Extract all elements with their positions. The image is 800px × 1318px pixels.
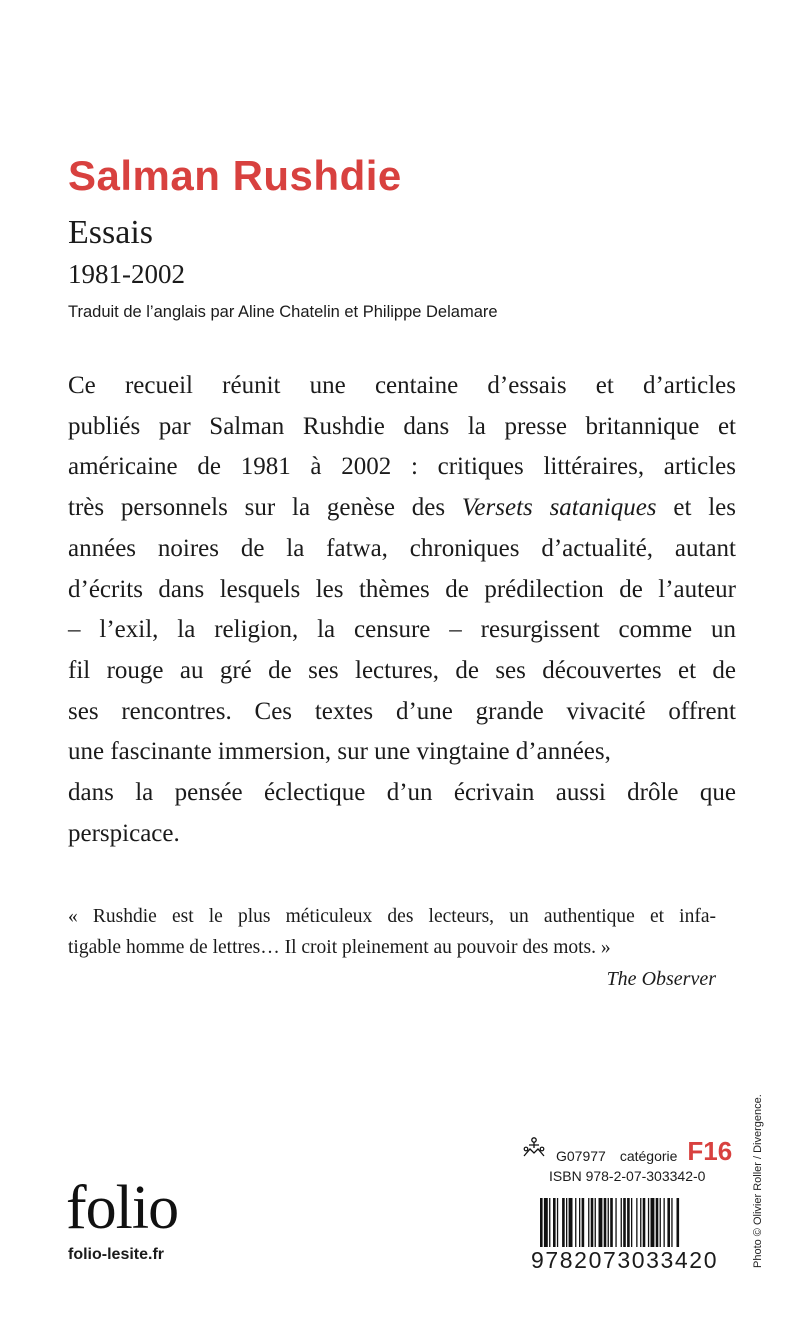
blurb-line: une fascinante immersion, sur une vingtaine d’années, (68, 738, 611, 766)
reader-figures-icon (522, 1137, 546, 1164)
author-name: Salman Rushdie (68, 152, 402, 199)
blurb-line: Ce recueil réunit une centaine d’essais et d’articles (68, 372, 736, 399)
blurb-line: années noires de la fatwa, chroniques d’actualité, autant (68, 534, 736, 562)
blurb-line: – l’exil, la religion, la censure – resurgissent comme un (68, 616, 736, 644)
blurb-line: ses rencontres. Ces textes d’une grande vivacité offrent (68, 697, 736, 725)
quote-source: The Observer (606, 968, 716, 990)
blurb-line: perspicace. (68, 819, 180, 847)
translator-line: Traduit de l’anglais par Aline Chatelin et Philippe Delamare (68, 303, 498, 321)
book-years: 1981-2002 (68, 259, 185, 289)
book-blurb (68, 366, 736, 854)
barcode-digits: 9782073033420 (531, 1247, 719, 1273)
product-code-line (522, 1134, 732, 1164)
blurb-italic-title: Versets sataniques (461, 494, 657, 522)
category-label: catégorie (619, 1148, 678, 1164)
blurb-text: et les (673, 494, 736, 522)
product-code: G07977 (556, 1148, 606, 1164)
publisher-website: folio-lesite.fr (68, 1246, 165, 1263)
isbn-text: ISBN 978-2-07-303342-0 (549, 1168, 706, 1184)
blurb-line-with-italic (68, 488, 736, 529)
quote-line: tigable homme de lettres… Il croit pleinement au pouvoir des mots. » (68, 936, 611, 958)
photo-credit: Photo © Olivier Roller / Divergence. (752, 1094, 764, 1268)
book-title: Essais (68, 214, 153, 251)
blurb-line: dans la pensée éclectique d’un écrivain aussi drôle que (68, 779, 736, 807)
blurb-line: américaine de 1981 à 2002 : critiques littéraires, articles (68, 453, 736, 481)
folio-logo: folio (66, 1174, 179, 1242)
blurb-line: d’écrits dans lesquels les thèmes de prédilection de l’auteur (68, 575, 736, 603)
quote-line: « Rushdie est le plus méticuleux des lecteurs, un authentique et infa- (68, 906, 716, 927)
blurb-line: fil rouge au gré de ses lectures, de ses découvertes et de (68, 656, 736, 684)
press-quote (68, 902, 716, 963)
category-code: F16 (687, 1136, 733, 1166)
blurb-text: très personnels sur la genèse des (68, 494, 446, 522)
blurb-line: publiés par Salman Rushdie dans la presse britannique et (68, 412, 736, 440)
